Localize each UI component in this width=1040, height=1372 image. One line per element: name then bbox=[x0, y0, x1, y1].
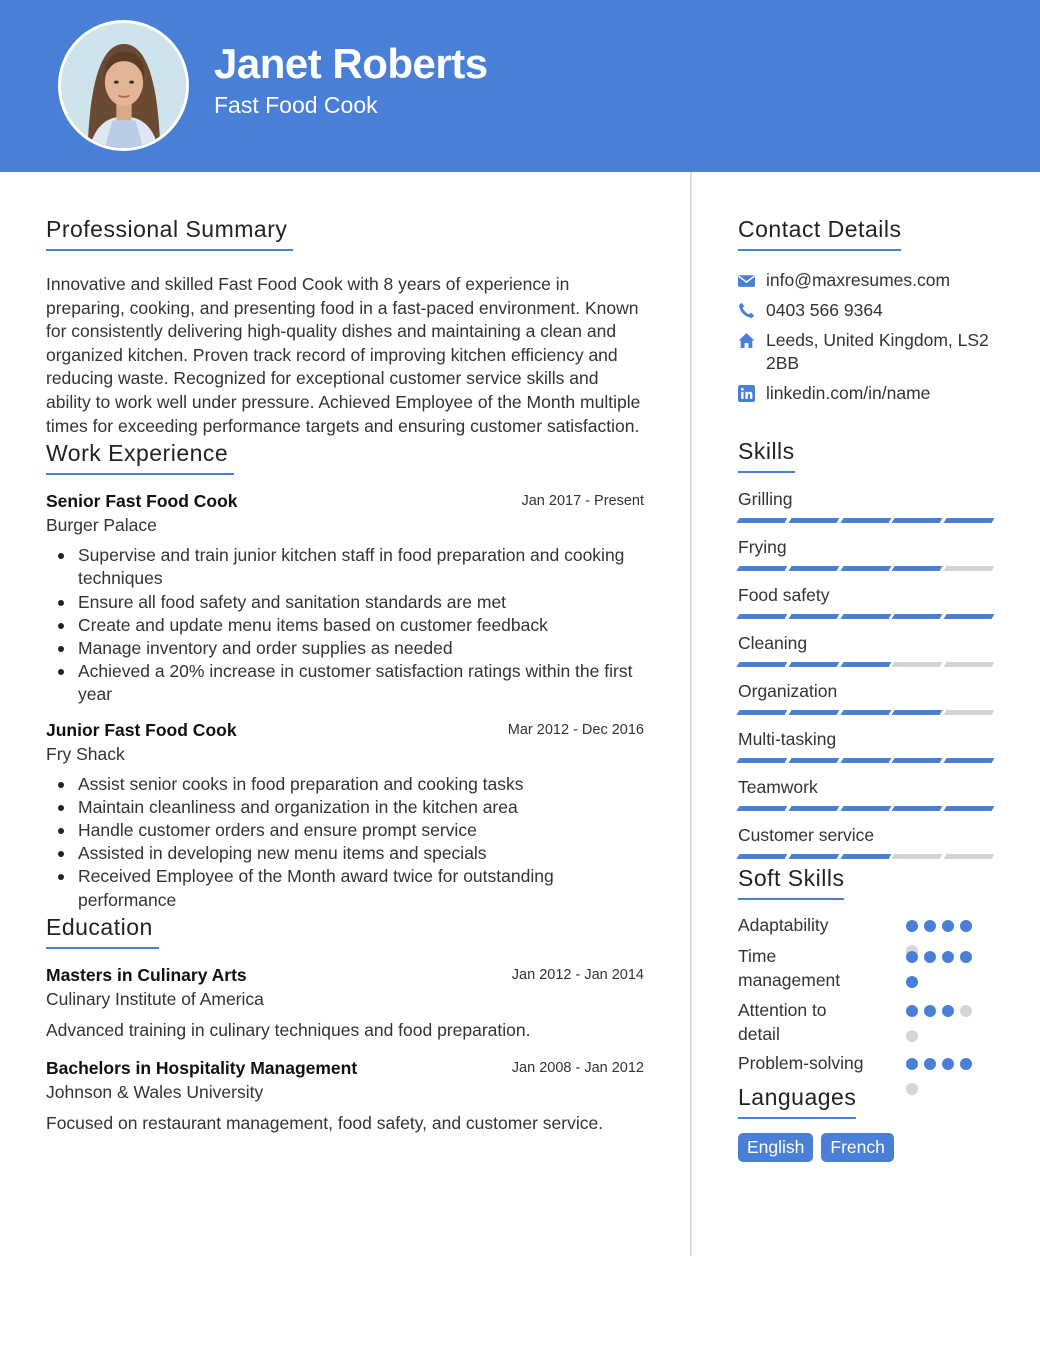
job-bullets bbox=[46, 773, 646, 912]
education-heading: Education bbox=[46, 914, 159, 949]
skill-rating-bar bbox=[738, 614, 993, 619]
skill-segment-filled bbox=[737, 758, 788, 763]
soft-skills-list bbox=[738, 914, 998, 1084]
skill-segment-filled bbox=[788, 710, 839, 715]
skill-segment-filled bbox=[892, 710, 943, 715]
skill-segment-filled bbox=[840, 662, 891, 667]
skill-segment-filled bbox=[788, 854, 839, 859]
soft-skill-name: Adaptability bbox=[738, 915, 829, 935]
skill-segment-filled bbox=[737, 662, 788, 667]
education-dates: Jan 2008 - Jan 2012 bbox=[511, 1059, 644, 1076]
skill-name: Organization bbox=[738, 681, 838, 701]
rating-dot-filled bbox=[924, 920, 936, 932]
language-badge: French bbox=[821, 1133, 893, 1162]
skill-rating-bar bbox=[738, 710, 993, 715]
soft-skill-rating bbox=[906, 1058, 978, 1095]
skill-segment-filled bbox=[840, 614, 891, 619]
rating-dot-empty bbox=[906, 1030, 918, 1042]
skill-segment-filled bbox=[737, 806, 788, 811]
soft-skill-item bbox=[738, 1052, 998, 1084]
job-employer: Fry Shack bbox=[46, 743, 125, 764]
candidate-name: Janet Roberts bbox=[214, 40, 488, 87]
soft-skills-heading: Soft Skills bbox=[738, 865, 844, 900]
summary-text: Innovative and skilled Fast Food Cook with 8 years of experience in preparing, cooking, and presenting food in a fast-paced environment. Known for consistently delivering high-quality dishes and maintaining a clean and organized kitchen. Proven track record of improving kitchen efficiency and reducing waste. Recognized for exceptional customer service skills and ability to work well under pressure. Achieved Employee of the Month multiple times for exceeding performance targets and ensuring customer satisfaction. bbox=[46, 274, 641, 436]
contact-list bbox=[738, 269, 998, 405]
rating-dot-filled bbox=[942, 920, 954, 932]
education-description: Advanced training in culinary techniques and food preparation. bbox=[46, 1019, 531, 1040]
skill-rating-bar bbox=[738, 518, 993, 523]
email-text: info@maxresumes.com bbox=[766, 270, 951, 290]
skill-rating-bar bbox=[738, 854, 993, 859]
skill-segment-filled bbox=[944, 614, 995, 619]
list-item: Achieved a 20% increase in customer satisfaction ratings within the first year bbox=[46, 660, 646, 706]
languages-list bbox=[738, 1133, 998, 1162]
rating-dot-empty bbox=[906, 1083, 918, 1095]
list-item: Maintain cleanliness and organization in the kitchen area bbox=[46, 796, 646, 819]
soft-skill-item bbox=[738, 914, 998, 945]
profile-photo-image bbox=[61, 23, 186, 148]
job-employer: Burger Palace bbox=[46, 515, 157, 536]
skill-segment-filled bbox=[944, 758, 995, 763]
education-description: Focused on restaurant management, food safety, and customer service. bbox=[46, 1112, 604, 1133]
skill-segment-filled bbox=[840, 566, 891, 571]
soft-skill-name: Time management bbox=[738, 946, 841, 990]
left-column bbox=[46, 172, 646, 1134]
job-dates: Jan 2017 - Present bbox=[521, 493, 644, 510]
skill-segment-filled bbox=[892, 758, 943, 763]
list-item: Manage inventory and order supplies as needed bbox=[46, 637, 646, 660]
skill-segment-filled bbox=[840, 854, 891, 859]
languages-heading: Languages bbox=[738, 1084, 856, 1119]
right-column bbox=[738, 172, 998, 1162]
degree-title: Masters in Culinary Arts bbox=[46, 964, 247, 985]
school-name: Culinary Institute of America bbox=[46, 988, 264, 1009]
skill-segment-filled bbox=[840, 518, 891, 523]
linkedin-text: linkedin.com/in/name bbox=[766, 383, 931, 403]
job-dates: Mar 2012 - Dec 2016 bbox=[507, 721, 644, 738]
list-item: Create and update menu items based on customer feedback bbox=[46, 614, 646, 637]
list-item: Ensure all food safety and sanitation standards are met bbox=[46, 591, 646, 614]
skill-segment-filled bbox=[788, 518, 839, 523]
skill-segment-filled bbox=[892, 518, 943, 523]
rating-dot-filled bbox=[924, 1058, 936, 1070]
soft-skill-name: Problem-solving bbox=[738, 1053, 864, 1073]
skill-segment-filled bbox=[788, 566, 839, 571]
skill-segment-empty bbox=[944, 566, 995, 571]
list-item: Assisted in developing new menu items and specials bbox=[46, 842, 646, 865]
skill-rating-bar bbox=[738, 806, 993, 811]
rating-dot-filled bbox=[942, 1058, 954, 1070]
home-icon bbox=[738, 329, 766, 349]
skill-name: Grilling bbox=[738, 489, 793, 509]
skill-segment-filled bbox=[737, 566, 788, 571]
skill-name: Multi-tasking bbox=[738, 729, 837, 749]
rating-dot-filled bbox=[906, 976, 918, 988]
job-entry bbox=[46, 720, 646, 912]
skill-segment-filled bbox=[892, 614, 943, 619]
list-item: Received Employee of the Month award twice for outstanding performance bbox=[46, 865, 646, 911]
skill-segment-filled bbox=[840, 806, 891, 811]
skill-name: Cleaning bbox=[738, 633, 808, 653]
skill-segment-filled bbox=[788, 806, 839, 811]
contact-phone[interactable] bbox=[738, 299, 998, 322]
skill-item bbox=[738, 489, 998, 523]
skill-segment-filled bbox=[840, 758, 891, 763]
skill-rating-bar bbox=[738, 758, 993, 763]
candidate-title: Fast Food Cook bbox=[214, 92, 378, 118]
rating-dot-filled bbox=[906, 920, 918, 932]
rating-dot-filled bbox=[942, 1005, 954, 1017]
skill-segment-filled bbox=[840, 710, 891, 715]
skill-segment-empty bbox=[892, 854, 943, 859]
rating-dot-filled bbox=[906, 951, 918, 963]
skill-item bbox=[738, 729, 998, 763]
rating-dot-filled bbox=[960, 920, 972, 932]
rating-dot-filled bbox=[960, 1058, 972, 1070]
skill-segment-empty bbox=[944, 662, 995, 667]
envelope-icon bbox=[738, 269, 766, 289]
skill-segment-empty bbox=[944, 710, 995, 715]
column-divider bbox=[690, 172, 692, 1256]
education-dates: Jan 2012 - Jan 2014 bbox=[511, 966, 644, 983]
work-heading: Work Experience bbox=[46, 440, 234, 475]
job-entry bbox=[46, 491, 646, 706]
list-item: Handle customer orders and ensure prompt service bbox=[46, 819, 646, 842]
skill-segment-filled bbox=[737, 518, 788, 523]
skill-segment-filled bbox=[944, 518, 995, 523]
contact-linkedin[interactable] bbox=[738, 382, 998, 405]
skill-segment-filled bbox=[737, 614, 788, 619]
soft-skill-rating bbox=[906, 951, 978, 988]
soft-skill-rating bbox=[906, 1005, 978, 1042]
skill-segment-filled bbox=[788, 614, 839, 619]
skills-heading: Skills bbox=[738, 438, 795, 473]
job-bullets bbox=[46, 544, 646, 706]
profile-photo bbox=[58, 20, 189, 151]
skill-item bbox=[738, 585, 998, 619]
skill-name: Frying bbox=[738, 537, 787, 557]
resume-header bbox=[0, 0, 1040, 172]
rating-dot-filled bbox=[960, 951, 972, 963]
skill-segment-filled bbox=[788, 662, 839, 667]
linkedin-icon bbox=[738, 382, 766, 402]
skill-rating-bar bbox=[738, 566, 993, 571]
education-entry bbox=[46, 965, 646, 1041]
skill-name: Food safety bbox=[738, 585, 830, 605]
rating-dot-filled bbox=[924, 951, 936, 963]
skill-segment-filled bbox=[944, 806, 995, 811]
phone-icon bbox=[738, 299, 766, 319]
skill-item bbox=[738, 633, 998, 667]
degree-title: Bachelors in Hospitality Management bbox=[46, 1057, 358, 1078]
skill-segment-filled bbox=[892, 806, 943, 811]
list-item: Assist senior cooks in food preparation and cooking tasks bbox=[46, 773, 646, 796]
job-title: Senior Fast Food Cook bbox=[46, 491, 238, 512]
skill-item bbox=[738, 777, 998, 811]
school-name: Johnson & Wales University bbox=[46, 1081, 264, 1102]
rating-dot-filled bbox=[906, 1005, 918, 1017]
contact-address bbox=[738, 329, 998, 375]
soft-skill-item bbox=[738, 999, 998, 1052]
skill-name: Teamwork bbox=[738, 777, 818, 797]
rating-dot-empty bbox=[960, 1005, 972, 1017]
skill-item bbox=[738, 825, 998, 859]
skill-segment-filled bbox=[788, 758, 839, 763]
skill-segment-filled bbox=[737, 854, 788, 859]
skill-segment-filled bbox=[892, 566, 943, 571]
job-title: Junior Fast Food Cook bbox=[46, 719, 237, 740]
contact-email[interactable] bbox=[738, 269, 998, 292]
skill-item bbox=[738, 537, 998, 571]
skills-list bbox=[738, 489, 998, 859]
education-entry bbox=[46, 1058, 646, 1134]
summary-heading: Professional Summary bbox=[46, 216, 293, 251]
list-item: Supervise and train junior kitchen staff in food preparation and cooking techniques bbox=[46, 544, 646, 590]
rating-dot-filled bbox=[906, 1058, 918, 1070]
skill-segment-empty bbox=[944, 854, 995, 859]
skill-segment-empty bbox=[892, 662, 943, 667]
skill-segment-filled bbox=[737, 710, 788, 715]
language-badge: English bbox=[738, 1133, 813, 1162]
skill-item bbox=[738, 681, 998, 715]
rating-dot-filled bbox=[942, 951, 954, 963]
soft-skill-name: Attention to detail bbox=[738, 1000, 827, 1044]
skill-rating-bar bbox=[738, 662, 993, 667]
phone-text: 0403 566 9364 bbox=[766, 300, 883, 320]
contact-heading: Contact Details bbox=[738, 216, 901, 251]
rating-dot-filled bbox=[924, 1005, 936, 1017]
skill-name: Customer service bbox=[738, 825, 875, 845]
address-text: Leeds, United Kingdom, LS2 2BB bbox=[766, 330, 989, 373]
soft-skill-item bbox=[738, 945, 998, 999]
